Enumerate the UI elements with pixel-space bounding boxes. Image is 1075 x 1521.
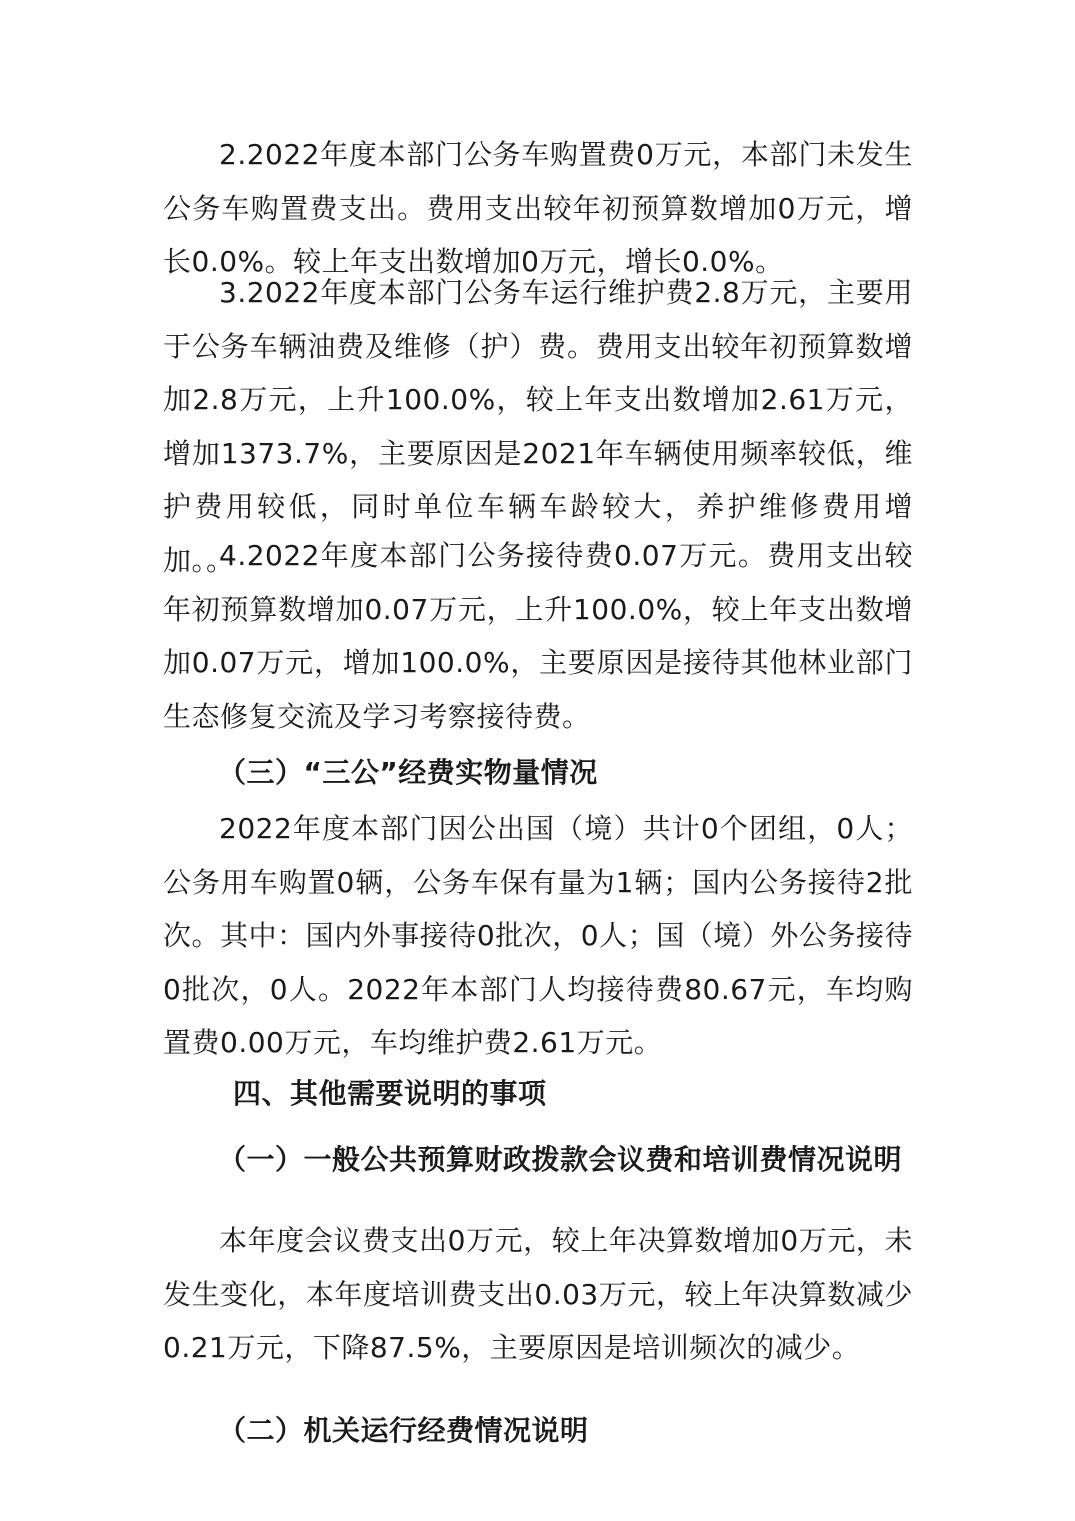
paragraph-vehicle-maintenance: 3.2022年度本部门公务车运行维护费2.8万元，主要用于公务车辆油费及维修（护）费。费用支出较年初预算数增加2.8万元，上升100.0%，较上年支出数增加2.61万元，增加1373.7%，主要原因是2021年车辆使用频率较低，维护费用较低，同时单位车辆车龄较大，养护维修费用增加。。 [163,276,913,577]
heading-other-matters: 四、其他需要说明的事项 [233,1077,547,1110]
heading-three-public-physical: （三）“三公”经费实物量情况 [218,756,598,789]
paragraph-physical-quantity: 2022年度本部门因公出国（境）共计0个团组，0人；公务用车购置0辆，公务车保有量为1辆；国内公务接待2批次。其中：国内外事接待0批次，0人；国（境）外公务接待0批次，0人。2022年本部门人均接待费80.67元，车均购置费0.00万元，车均维护费2.61万元。 [163,812,913,1059]
heading-office-operation-funds: （二）机关运行经费情况说明 [218,1414,589,1447]
heading-meeting-training-fees: （一）一般公共预算财政拨款会议费和培训费情况说明 [218,1143,903,1176]
paragraph-reception-fee: 4.2022年度本部门公务接待费0.07万元。费用支出较年初预算数增加0.07万元，上升100.0%，较上年支出数增加0.07万元，增加100.0%，主要原因是接待其他林业部门生态修复交流及学习考察接待费。 [163,539,913,733]
paragraph-vehicle-purchase: 2.2022年度本部门公务车购置费0万元，本部门未发生公务车购置费支出。费用支出较年初预算数增加0万元，增长0.0%。较上年支出数增加0万元，增长0.0%。 [163,138,913,278]
paragraph-meeting-training: 本年度会议费支出0万元，较上年决算数增加0万元，未发生变化，本年度培训费支出0.03万元，较上年决算数减少0.21万元，下降87.5%，主要原因是培训频次的减少。 [163,1224,913,1364]
